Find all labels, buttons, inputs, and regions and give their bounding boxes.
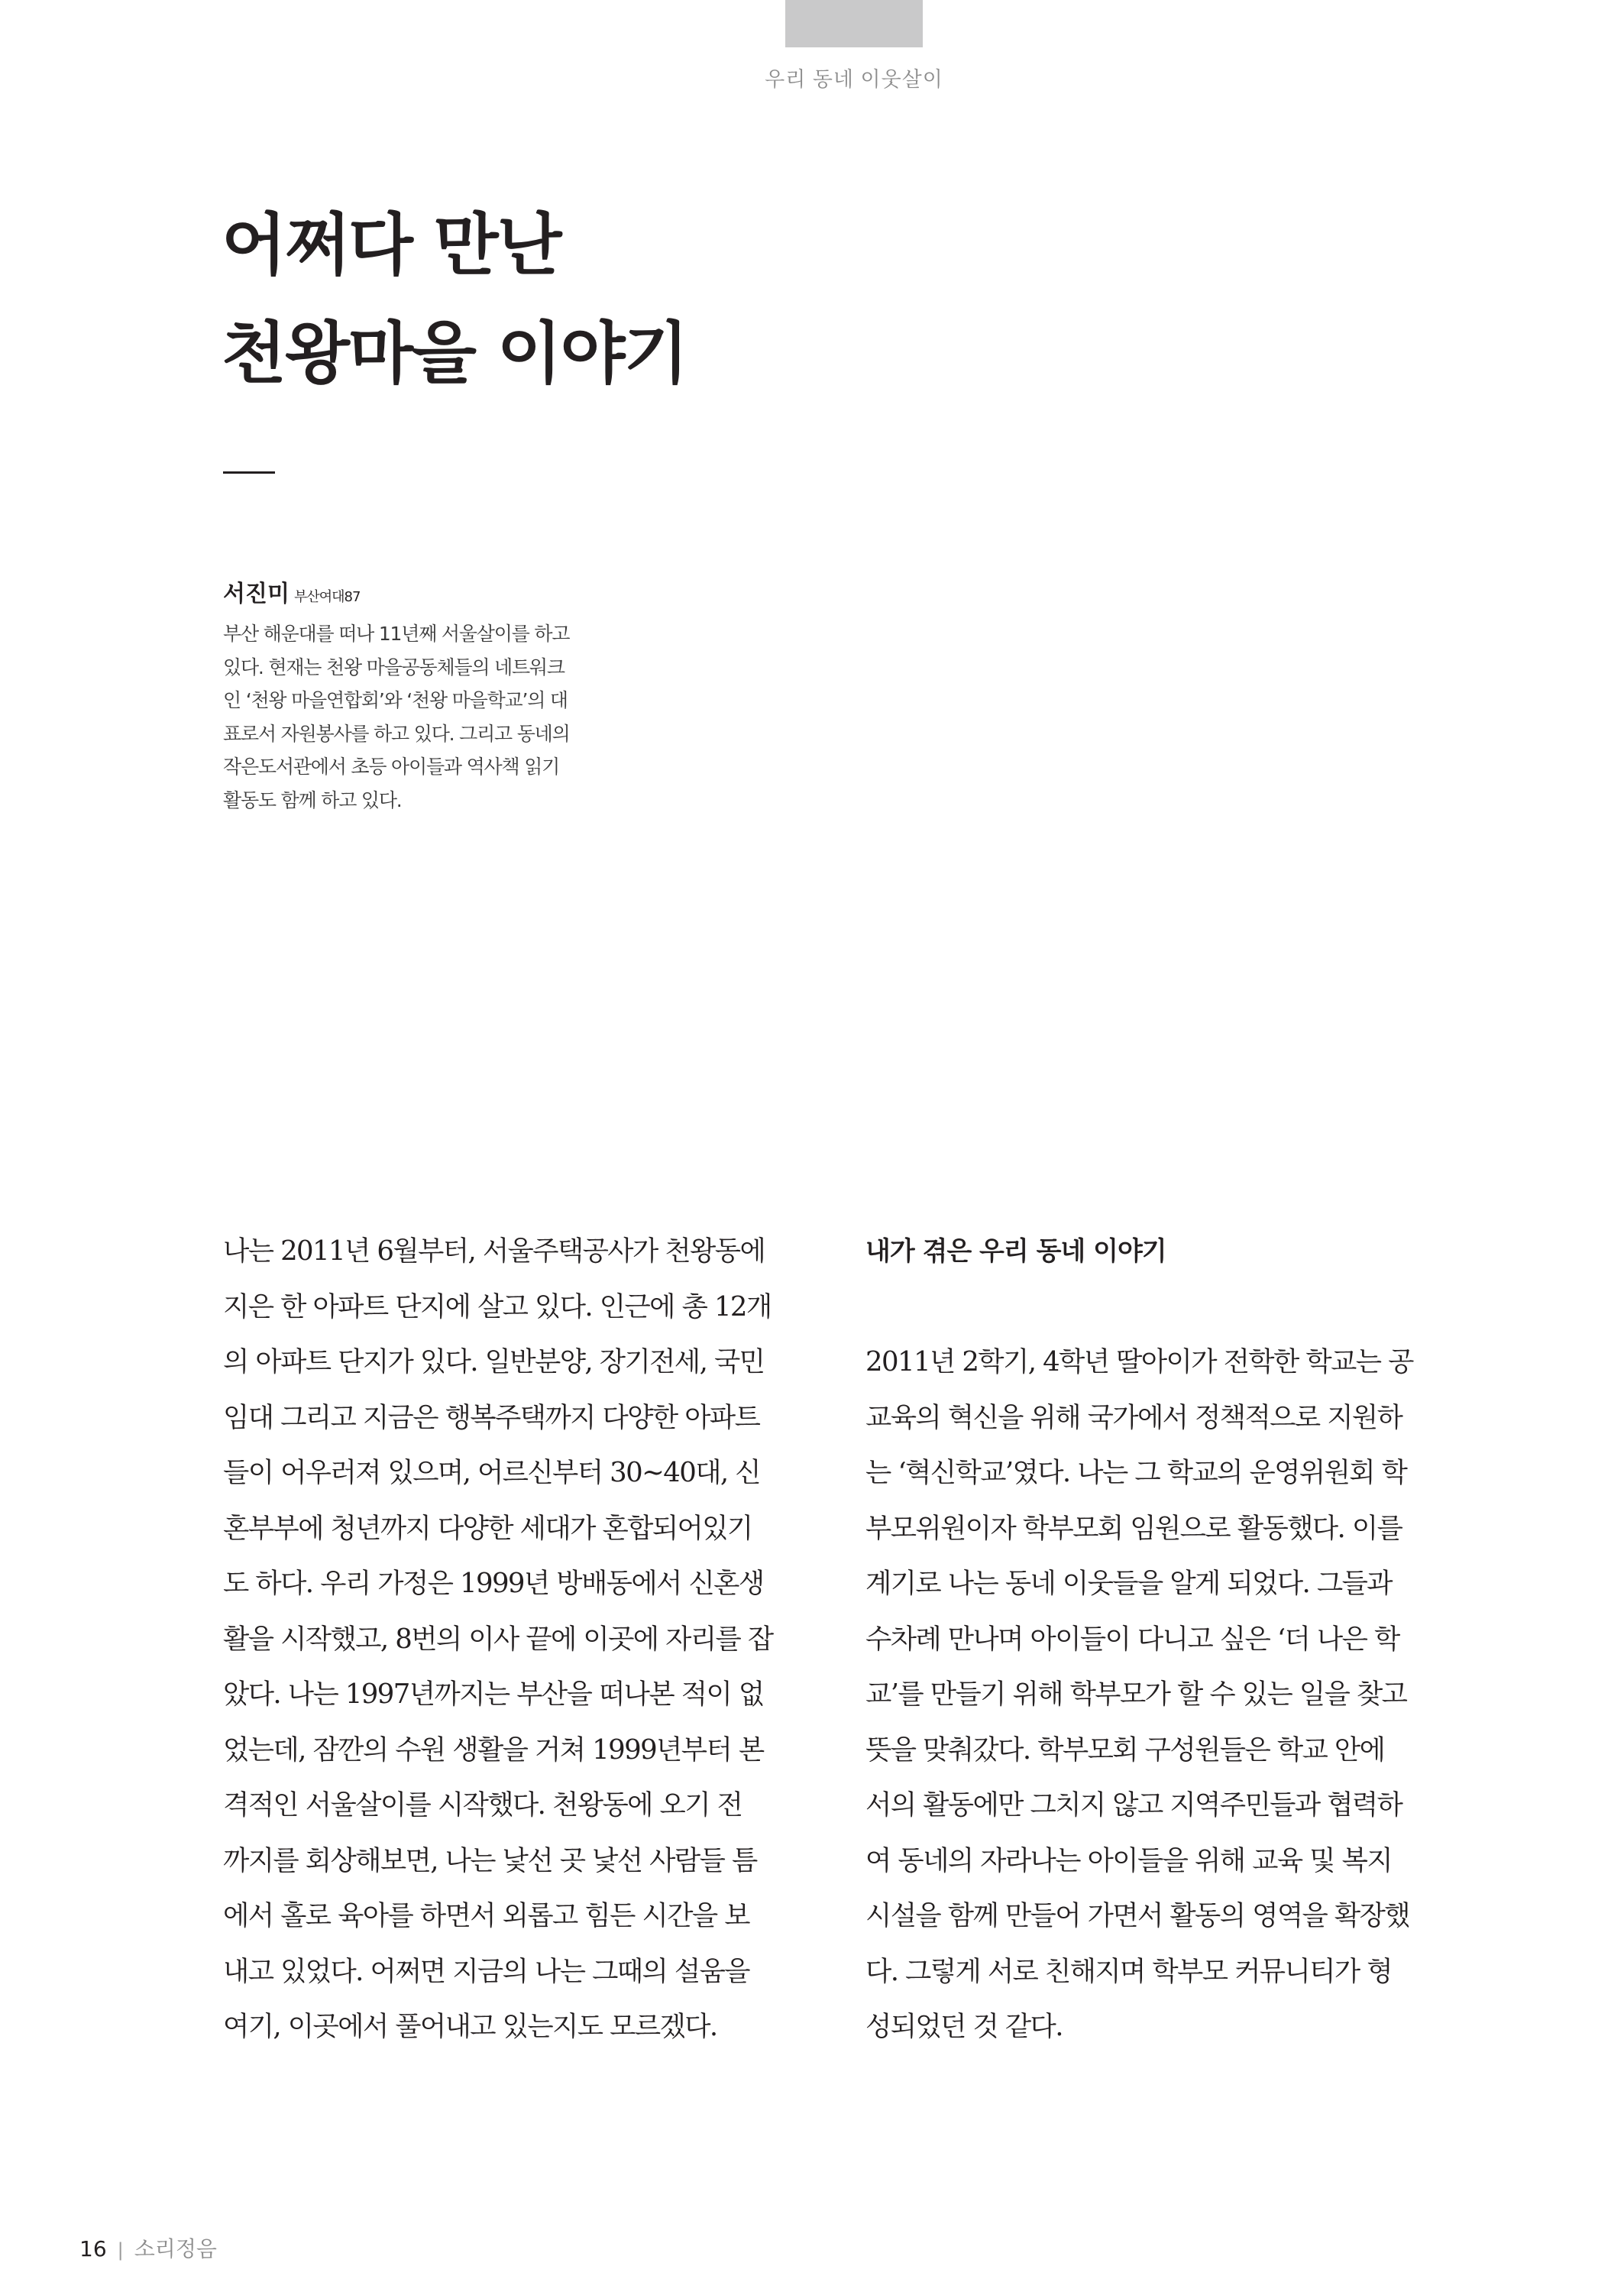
author-bio-line: 인 ‘천왕 마을연합회’와 ‘천왕 마을학교’의 대 [223, 689, 568, 711]
section-tab-marker [785, 0, 923, 47]
body-line: 임대 그리고 지금은 행복주택까지 다양한 아파트 [223, 1401, 760, 1433]
author-name: 서진미 [223, 581, 290, 607]
body-column-right [865, 1224, 1461, 2055]
author-bio-line: 작은도서관에서 초등 아이들과 역사책 읽기 [223, 756, 560, 778]
body-line: 여기, 이곳에서 풀어내고 있는지도 모르겠다. [223, 2011, 717, 2042]
author-bio-line: 활동도 함께 하고 있다. [223, 788, 402, 811]
author-byline [223, 575, 605, 608]
body-line: 수차례 만나며 아이들이 다니고 싶은 ‘더 나은 학 [865, 1623, 1399, 1655]
body-line: 도 하다. 우리 가정은 1999년 방배동에서 신혼생 [223, 1568, 764, 1599]
body-line: 교육의 혁신을 위해 국가에서 정책적으로 지원하 [865, 1401, 1402, 1433]
body-line: 부모위원이자 학부모회 임원으로 활동했다. 이를 [865, 1512, 1402, 1544]
article-title [222, 191, 687, 408]
body-line: 나는 2011년 6월부터, 서울주택공사가 천왕동에 [223, 1235, 765, 1267]
page-footer [79, 2232, 217, 2263]
body-line: 뜻을 맞춰갔다. 학부모회 구성원들은 학교 안에 [865, 1734, 1385, 1766]
body-line: 계기로 나는 동네 이웃들을 알게 되었다. 그들과 [865, 1568, 1392, 1599]
author-bio-line: 표로서 자원봉사를 하고 있다. 그리고 동네의 [223, 722, 570, 745]
body-line: 격적인 서울살이를 시작했다. 천왕동에 오기 전 [223, 1789, 742, 1821]
body-line: 에서 홀로 육아를 하면서 외롭고 힘든 시간을 보 [223, 1900, 749, 1931]
body-column-left [223, 1224, 819, 2055]
magazine-name: 소리정음 [134, 2236, 217, 2261]
body-line: 는 ‘혁신학교’였다. 나는 그 학교의 운영위원회 학 [865, 1457, 1407, 1488]
body-line: 지은 한 아파트 단지에 살고 있다. 인근에 총 12개 [223, 1290, 772, 1322]
author-bio-line: 있다. 현재는 천왕 마을공동체들의 네트워크 [223, 656, 565, 678]
author-bio-line: 부산 해운대를 떠나 11년째 서울살이를 하고 [223, 623, 570, 645]
section-subheading: 내가 겪은 우리 동네 이야기 [865, 1236, 1166, 1267]
author-bio [223, 617, 605, 817]
title-line: 어쩌다 만난 [222, 206, 561, 284]
body-line: 들이 어우러져 있으며, 어르신부터 30~40대, 신 [223, 1457, 760, 1488]
body-line: 시설을 함께 만들어 가면서 활동의 영역을 확장했 [865, 1900, 1409, 1931]
body-line: 의 아파트 단지가 있다. 일반분양, 장기전세, 국민 [223, 1346, 765, 1377]
section-label: 우리 동네 이웃살이 [765, 68, 943, 91]
body-line: 활을 시작했고, 8번의 이사 끝에 이곳에 자리를 잡 [223, 1623, 773, 1655]
page-number: 16 [79, 2236, 107, 2261]
title-divider [223, 471, 275, 474]
body-line: 교’를 만들기 위해 학부모가 할 수 있는 일을 찾고 [865, 1679, 1407, 1710]
body-line: 여 동네의 자라나는 아이들을 위해 교육 및 복지 [865, 1844, 1392, 1876]
body-line: 었는데, 잠깐의 수원 생활을 거쳐 1999년부터 본 [223, 1734, 764, 1766]
body-line: 성되었던 것 같다. [865, 2011, 1063, 2042]
body-line: 2011년 2학기, 4학년 딸아이가 전학한 학교는 공 [865, 1346, 1413, 1377]
body-line: 서의 활동에만 그치지 않고 지역주민들과 협력하 [865, 1789, 1402, 1821]
body-line: 내고 있었다. 어쩌면 지금의 나는 그때의 설움을 [223, 1955, 749, 1987]
body-line: 까지를 회상해보면, 나는 낯선 곳 낯선 사람들 틈 [223, 1844, 757, 1876]
author-affiliation: 부산여대87 [293, 589, 361, 605]
body-line: 다. 그렇게 서로 친해지며 학부모 커뮤니티가 형 [865, 1955, 1392, 1987]
footer-separator: | [117, 2239, 124, 2261]
body-line: 았다. 나는 1997년까지는 부산을 떠나본 적이 없 [223, 1679, 764, 1710]
body-line: 혼부부에 청년까지 다양한 세대가 혼합되어있기 [223, 1512, 752, 1544]
author-box [223, 575, 605, 817]
title-line: 천왕마을 이야기 [222, 314, 687, 393]
